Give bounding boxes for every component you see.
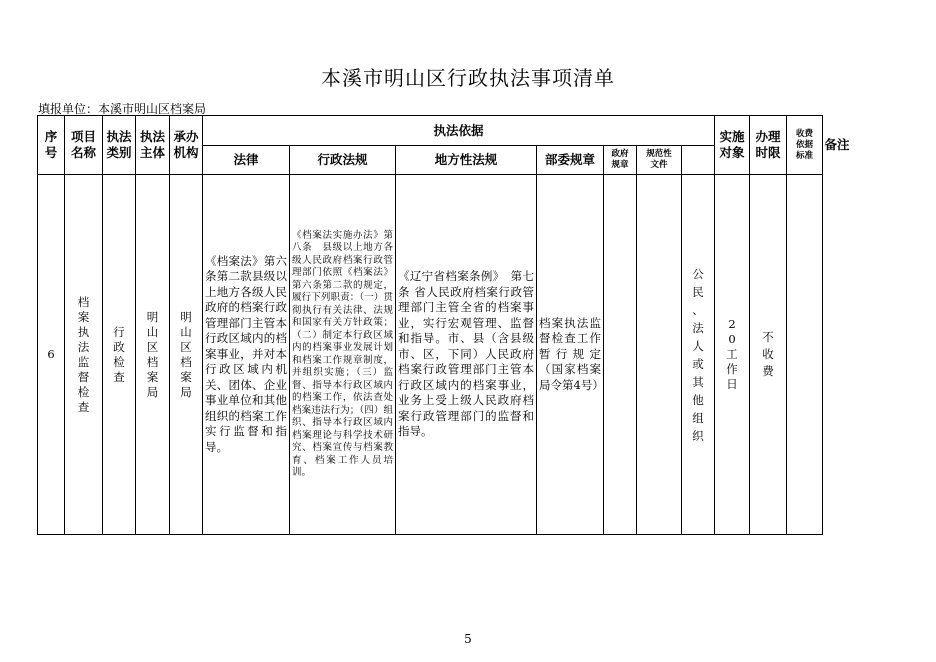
cell-time-limit: 2 0 工 作 日 bbox=[715, 175, 750, 535]
header-target: 实施对象 bbox=[715, 116, 750, 175]
header-normative: 规范性文件 bbox=[637, 146, 682, 175]
cell-seq: 6 bbox=[38, 175, 65, 535]
header-law: 法律 bbox=[203, 146, 290, 175]
header-time-limit: 办理时限 bbox=[750, 116, 787, 175]
header-row-1: 序号 项目名称 执法类别 执法主体 承办机构 执法依据 实施对象 办理时限 收费依据标准 备注 bbox=[38, 116, 823, 146]
cell-normative bbox=[637, 175, 682, 535]
table-row bbox=[38, 175, 823, 535]
header-fee-basis: 收费依据标准 bbox=[787, 116, 823, 175]
cell-gov-rule bbox=[604, 175, 637, 535]
header-admin-reg: 行政法规 bbox=[290, 146, 396, 175]
cell-item: 档 案 执 法 监 督 检 查 bbox=[65, 175, 103, 535]
page-title: 本溪市明山区行政执法事项清单 bbox=[321, 66, 615, 90]
cell-fee: 不 收 费 bbox=[750, 175, 787, 535]
enforcement-items-table bbox=[37, 115, 850, 535]
cell-subject: 明 山 区 档 案 局 bbox=[136, 175, 170, 535]
cell-org: 明 山 区 档 案 局 bbox=[170, 175, 203, 535]
page-number: 5 bbox=[464, 632, 472, 646]
header-gov-rule: 政府规章 bbox=[604, 146, 637, 175]
header-org: 承办机构 bbox=[170, 116, 203, 175]
cell-remark bbox=[787, 175, 823, 535]
header-ministry-rule: 部委规章 bbox=[537, 146, 604, 175]
header-category: 执法类别 bbox=[103, 116, 136, 175]
cell-local-reg: 《辽宁省档案条例》 第七条 省人民政府档案行政管理部门主管全省的档案事业，实行宏观管理、监督和指导。市、县（含县级市、区，下同）人民政府档案行政管理部门主管本行政区域内的档案事业，业务上受上级人民政府档案行政管理部门的监督和指导。 bbox=[396, 175, 537, 535]
cell-category: 行 政 检 查 bbox=[103, 175, 136, 535]
cell-admin-reg: 《档案法实施办法》第八条 县级以上地方各级人民政府档案行政管理部门依照《档案法》第六条第二款的规定，履行下列职责：（一）贯彻执行有关法律、法规和国家有关方针政策；（二）制定本行政区域内的档案事业发展计划和档案工作规章制度，并组织实施；（三）监督、指导本行政区域内的档案工作，依法查处档案违法行为；（四）组织、指导本行政区域内档案理论与科学技术研究、档案宣传与档案教育、档案工作人员培训。 bbox=[290, 175, 396, 535]
header-subject: 执法主体 bbox=[136, 116, 170, 175]
cell-law: 《档案法》第六条第二款县级以上地方各级人民政府的档案行政管理部门主管本行政区域内的档案事业，并对本行政区域内机关、团体、企业事业单位和其他组织的档案工作实行监督和指导。 bbox=[203, 175, 290, 535]
header-local-reg: 地方性法规 bbox=[396, 146, 537, 175]
cell-target: 公 民 、 法 人 或 其 他 组 织 bbox=[682, 175, 715, 535]
reporting-unit: 填报单位：本溪市明山区档案局 bbox=[38, 102, 207, 116]
header-item: 项目名称 bbox=[65, 116, 103, 175]
cell-ministry-rule: 档案执法监督检查工作暂行规定（国家档案局令第4号） bbox=[537, 175, 604, 535]
header-basis: 执法依据 bbox=[203, 116, 715, 146]
header-seq: 序号 bbox=[38, 116, 65, 175]
